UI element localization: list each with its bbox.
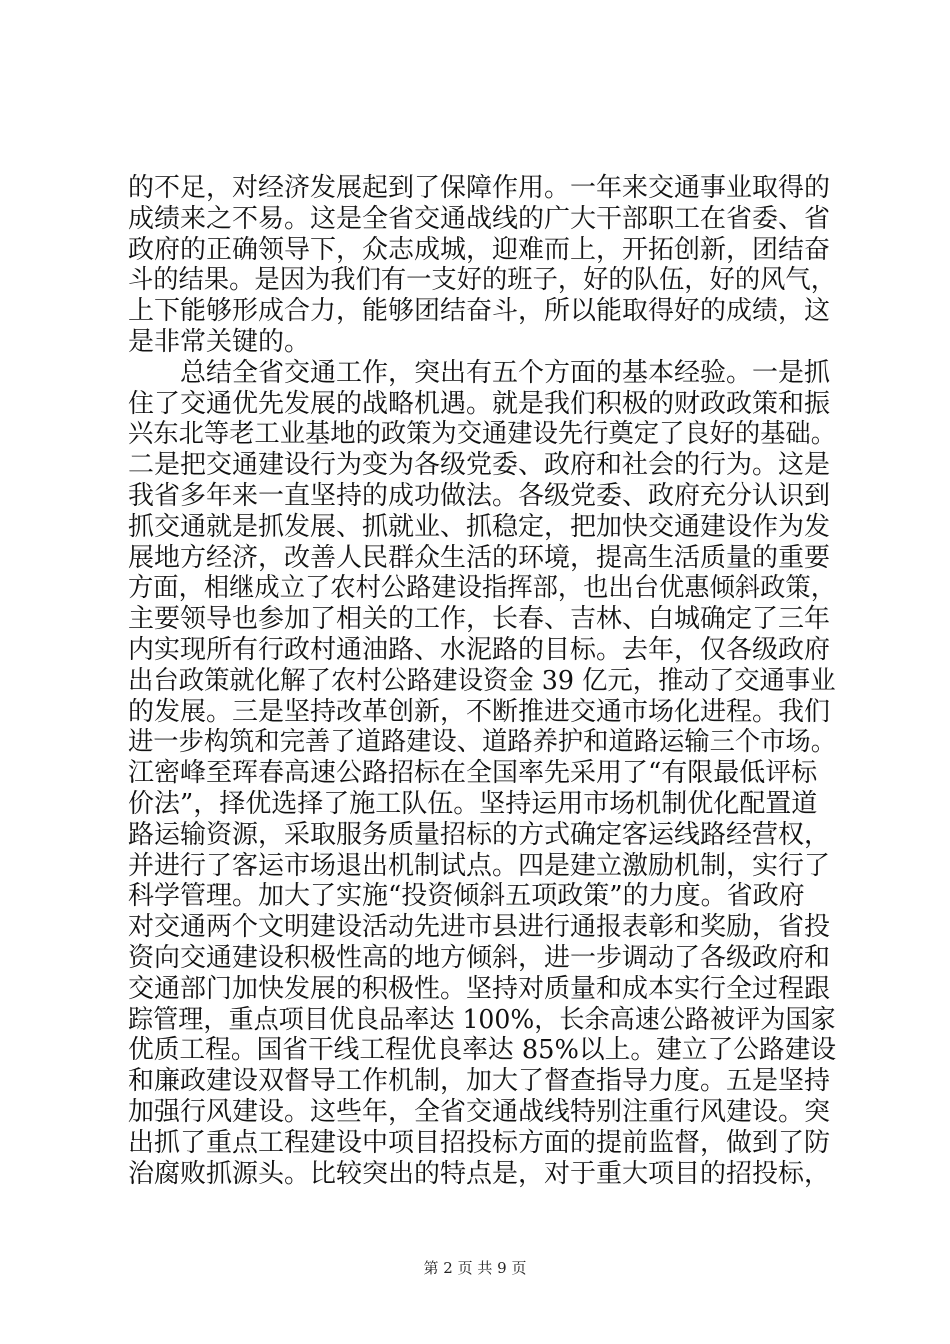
text-line: 是非常关键的。 bbox=[128, 326, 311, 357]
text-line: 住了交通优先发展的战略机遇。就是我们积极的财政政策和振 bbox=[128, 388, 831, 419]
text-line: 路运输资源，采取服务质量招标的方式确定客运线路经营权， bbox=[128, 819, 831, 850]
text-line: 的发展。三是坚持改革创新，不断推进交通市场化进程。我们 bbox=[128, 696, 831, 727]
text-line: 进一步构筑和完善了道路建设、道路养护和道路运输三个市场。 bbox=[128, 727, 837, 758]
text-line: 出台政策就化解了农村公路建设资金 39 亿元，推动了交通事业 bbox=[128, 665, 836, 696]
page-footer: 第 2 页 共 9 页 bbox=[423, 1259, 527, 1277]
text-line: 和廉政建设双督导工作机制，加大了督查指导力度。五是坚持 bbox=[128, 1066, 831, 1097]
text-line: 价法”，择优选择了施工队伍。坚持运用市场机制优化配置道 bbox=[128, 788, 818, 819]
text-line: 对交通两个文明建设活动先进市县进行通报表彰和奖励，省投 bbox=[128, 912, 831, 943]
text-line: 内实现所有行政村通油路、水泥路的目标。去年，仅各级政府 bbox=[128, 634, 831, 665]
text-line: 交通部门加快发展的积极性。坚持对质量和成本实行全过程跟 bbox=[128, 973, 831, 1004]
text-line: 江密峰至珲春高速公路招标在全国率先采用了“有限最低评标 bbox=[128, 758, 818, 789]
body-text bbox=[128, 173, 836, 1189]
text-line: 兴东北等老工业基地的政策为交通建设先行奠定了良好的基础。 bbox=[128, 419, 837, 450]
text-line: 方面，相继成立了农村公路建设指挥部，也出台优惠倾斜政策， bbox=[128, 573, 837, 604]
text-line: 出抓了重点工程建设中项目招投标方面的提前监督，做到了防 bbox=[128, 1127, 831, 1158]
text-line: 政府的正确领导下，众志成城，迎难而上，开拓创新，团结奋 bbox=[128, 234, 831, 265]
text-line: 展地方经济，改善人民群众生活的环境，提高生活质量的重要 bbox=[128, 542, 831, 573]
text-line: 二是把交通建设行为变为各级党委、政府和社会的行为。这是 bbox=[128, 450, 831, 481]
text-line: 总结全省交通工作，突出有五个方面的基本经验。一是抓 bbox=[128, 357, 831, 388]
text-line: 斗的结果。是因为我们有一支好的班子，好的队伍，好的风气， bbox=[128, 265, 837, 296]
text-line: 踪管理，重点项目优良品率达 100%，长余高速公路被评为国家 bbox=[128, 1004, 836, 1035]
text-line: 抓交通就是抓发展、抓就业、抓稳定，把加快交通建设作为发 bbox=[128, 511, 831, 542]
text-line: 治腐败抓源头。比较突出的特点是，对于重大项目的招投标， bbox=[128, 1158, 831, 1189]
text-line: 上下能够形成合力，能够团结奋斗，所以能取得好的成绩，这 bbox=[128, 296, 831, 327]
text-line: 并进行了客运市场退出机制试点。四是建立激励机制，实行了 bbox=[128, 850, 831, 881]
text-line: 优质工程。国省干线工程优良率达 85%以上。建立了公路建设 bbox=[128, 1035, 837, 1066]
text-line: 的不足，对经济发展起到了保障作用。一年来交通事业取得的 bbox=[128, 173, 831, 203]
text-line: 主要领导也参加了相关的工作，长春、吉林、白城确定了三年 bbox=[128, 604, 831, 635]
text-line: 我省多年来一直坚持的成功做法。各级党委、政府充分认识到 bbox=[128, 480, 831, 511]
text-line: 成绩来之不易。这是全省交通战线的广大干部职工在省委、省 bbox=[128, 203, 831, 234]
text-line: 科学管理。加大了实施“投资倾斜五项政策”的力度。省政府 bbox=[128, 881, 805, 912]
text-line: 加强行风建设。这些年，全省交通战线特别注重行风建设。突 bbox=[128, 1096, 831, 1127]
text-line: 资向交通建设积极性高的地方倾斜，进一步调动了各级政府和 bbox=[128, 942, 831, 973]
